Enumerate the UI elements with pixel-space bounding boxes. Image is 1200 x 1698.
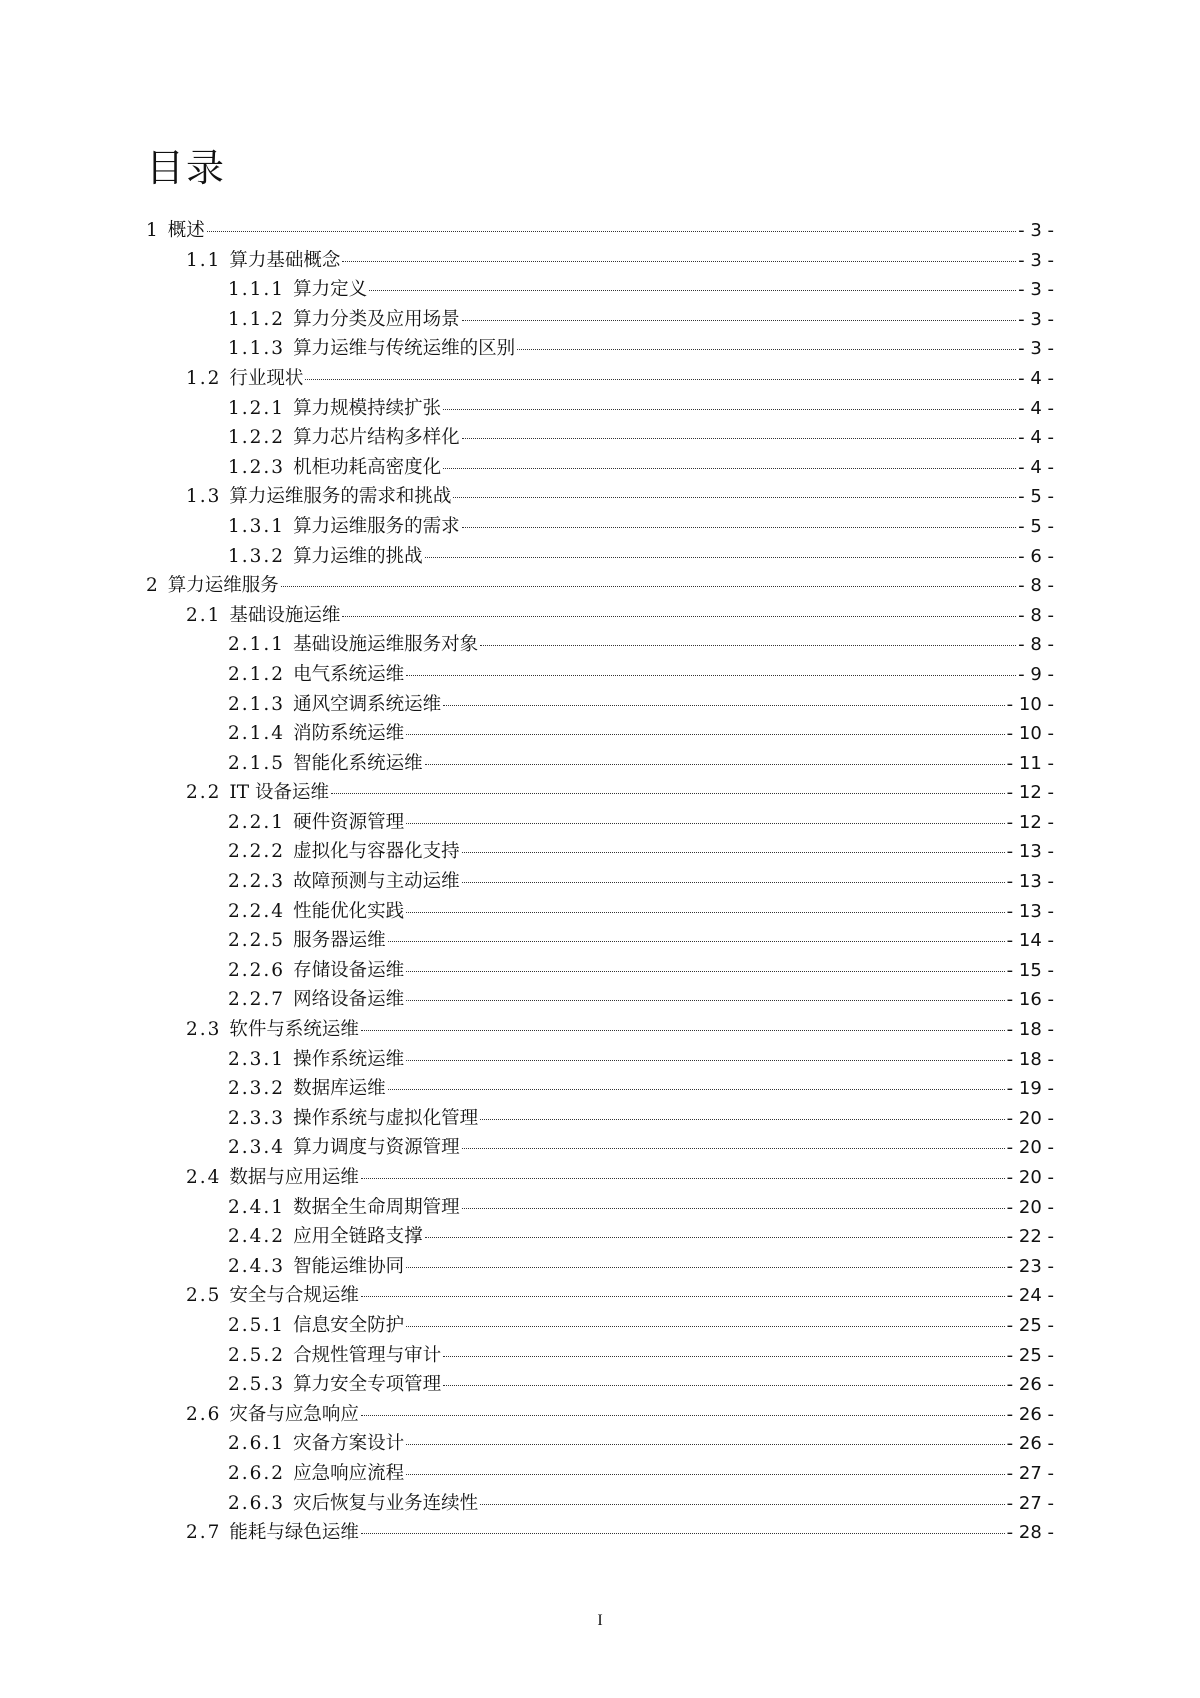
dot-leader [462,320,1017,321]
toc-entry[interactable] [146,660,1054,690]
toc-entry-number: 2.6.1 [228,1433,286,1455]
toc-entry-label: 电气系统运维 [293,663,405,685]
toc-entry[interactable] [146,1015,1054,1045]
toc-entry-page-number: - 18 - [1006,1019,1054,1041]
dot-leader [480,645,1016,646]
toc-entry-label: 基础设施运维服务对象 [293,634,479,656]
toc-entry-label: 基础设施运维 [229,604,341,626]
dot-leader [443,705,1005,706]
toc-entry[interactable] [146,897,1054,927]
toc-entry-page-number: - 10 - [1006,723,1054,745]
dot-leader [281,586,1016,587]
toc-entry-label: 能耗与绿色运维 [229,1522,359,1544]
toc-entry-label: 行业现状 [229,367,304,389]
toc-entry-label: 灾后恢复与业务连续性 [293,1492,479,1514]
toc-entry-page-number: - 8 - [1018,634,1054,656]
dot-leader [453,497,1016,498]
toc-entry-number: 2.6.2 [228,1462,286,1484]
toc-entry-number: 2.2.6 [228,959,286,981]
toc-entry-number: 2.2 [186,782,222,804]
dot-leader [331,793,1005,794]
toc-entry-label: 算力运维服务 [167,575,279,597]
toc-entry-number: 1.3 [186,486,222,508]
dot-leader [406,1060,1005,1061]
toc-entry-page-number: - 11 - [1006,752,1054,774]
toc-entry-label: 操作系统与虚拟化管理 [293,1107,479,1129]
toc-entry[interactable] [146,1311,1054,1341]
dot-leader [406,675,1016,676]
toc-entry[interactable] [146,246,1054,276]
toc-entry-label: 灾备与应急响应 [229,1403,359,1425]
toc-entry-label: 概述 [167,220,205,241]
dot-leader [361,1533,1005,1534]
toc-entry[interactable] [146,690,1054,720]
toc-entry-number: 2.5.3 [228,1374,286,1396]
toc-entry-page-number: - 26 - [1006,1374,1054,1396]
dot-leader [361,1178,1005,1179]
toc-entry-number: 2.5 [186,1285,222,1307]
toc-entry-label: 虚拟化与容器化支持 [293,841,460,863]
dot-leader [462,1208,1005,1209]
toc-entry-number: 2.2.3 [228,871,286,893]
toc-entry-page-number: - 16 - [1006,989,1054,1011]
dot-leader [406,823,1005,824]
toc-entry-number: 1.3.1 [228,515,286,537]
dot-leader [406,734,1005,735]
toc-entry-page-number: - 5 - [1018,486,1054,508]
dot-leader [388,1089,1005,1090]
dot-leader [406,912,1005,913]
toc-entry-label: 智能运维协同 [293,1255,405,1277]
toc-entry[interactable] [146,630,1054,660]
toc-entry-number: 2.3 [186,1019,222,1041]
dot-leader [517,349,1016,350]
toc-list [146,216,1054,1548]
dot-leader [462,527,1017,528]
toc-entry-label: 故障预测与主动运维 [293,871,460,893]
toc-entry-page-number: - 4 - [1018,427,1054,449]
toc-entry-label: 算力分类及应用场景 [293,308,460,330]
toc-entry-page-number: - 12 - [1006,782,1054,804]
toc-entry-label: 网络设备运维 [293,989,405,1011]
toc-entry-page-number: - 5 - [1018,515,1054,537]
toc-entry-label: 信息安全防护 [293,1314,405,1336]
toc-entry-page-number: - 28 - [1006,1522,1054,1544]
toc-entry-label: 应用全链路支撑 [293,1226,423,1248]
toc-entry-page-number: - 18 - [1006,1048,1054,1070]
toc-entry-page-number: - 3 - [1018,279,1054,301]
toc-entry-label: 性能优化实践 [293,900,405,922]
dot-leader [406,1474,1005,1475]
toc-entry-page-number: - 3 - [1018,220,1054,241]
toc-entry-label: 应急响应流程 [293,1462,405,1484]
dot-leader [462,438,1017,439]
toc-entry-label: 服务器运维 [293,930,386,952]
toc-entry-page-number: - 8 - [1018,575,1054,597]
toc-entry-number: 1.2.3 [228,456,286,478]
toc-entry-label: 机柜功耗高密度化 [293,456,442,478]
toc-entry-label: 灾备方案设计 [293,1433,405,1455]
toc-entry[interactable] [146,364,1054,394]
toc-entry-number: 2.3.2 [228,1078,286,1100]
toc-title: 目录 [146,146,227,190]
toc-entry[interactable] [146,778,1054,808]
toc-entry[interactable] [146,334,1054,364]
toc-entry-label: 数据库运维 [293,1078,386,1100]
toc-entry-number: 2 [146,575,160,597]
toc-entry[interactable] [146,1104,1054,1134]
toc-entry-number: 2.1.4 [228,723,286,745]
toc-entry-number: 1.3.2 [228,545,286,567]
toc-entry[interactable] [146,1489,1054,1519]
toc-entry-number: 2.1 [186,604,222,626]
dot-leader [425,557,1017,558]
toc-entry-page-number: - 24 - [1006,1285,1054,1307]
toc-entry-number: 2.5.2 [228,1344,286,1366]
toc-entry-page-number: - 3 - [1018,249,1054,271]
toc-entry-page-number: - 12 - [1006,811,1054,833]
toc-entry-label: 算力定义 [293,279,368,301]
toc-entry-label: 数据与应用运维 [229,1167,359,1188]
toc-entry-page-number: - 20 - [1006,1107,1054,1129]
toc-entry[interactable] [146,1518,1054,1548]
toc-entry-number: 2.2.7 [228,989,286,1011]
toc-entry-page-number: - 8 - [1018,604,1054,626]
dot-leader [406,1267,1005,1268]
toc-entry[interactable] [146,394,1054,424]
toc-entry-number: 2.5.1 [228,1314,286,1336]
toc-entry[interactable] [146,808,1054,838]
toc-entry-number: 1.2 [186,367,222,389]
toc-entry[interactable] [146,956,1054,986]
toc-entry-number: 2.6 [186,1403,222,1425]
toc-entry[interactable] [146,1133,1054,1163]
dot-leader [462,882,1005,883]
toc-entry-page-number: - 23 - [1006,1255,1054,1277]
dot-leader [369,290,1016,291]
toc-entry-number: 2.1.2 [228,663,286,685]
toc-entry-number: 1.1.1 [228,279,286,301]
toc-entry-page-number: - 13 - [1006,871,1054,893]
toc-entry-number: 2.6.3 [228,1492,286,1514]
toc-entry[interactable] [146,719,1054,749]
page-footer-number: I [597,1612,603,1629]
toc-entry[interactable] [146,482,1054,512]
toc-entry-number: 2.4 [186,1167,222,1188]
toc-entry[interactable] [146,275,1054,305]
toc-entry-page-number: - 19 - [1006,1078,1054,1100]
toc-entry-number: 1.2.2 [228,427,286,449]
toc-entry[interactable] [146,453,1054,483]
toc-entry-label: 算力芯片结构多样化 [293,427,460,449]
toc-entry-label: 安全与合规运维 [229,1285,359,1307]
dot-leader [406,1326,1005,1327]
toc-entry-number: 2.2.5 [228,930,286,952]
toc-entry-number: 2.1.5 [228,752,286,774]
toc-entry-label: 通风空调系统运维 [293,693,442,715]
toc-entry-label: 算力运维服务的需求和挑战 [229,486,452,508]
toc-entry-number: 2.1.1 [228,634,286,656]
toc-entry-number: 2.3.1 [228,1048,286,1070]
toc-entry-number: 2.3.3 [228,1107,286,1129]
toc-entry-number: 2.4.2 [228,1226,286,1248]
toc-entry[interactable] [146,1163,1054,1193]
toc-entry-page-number: - 27 - [1006,1492,1054,1514]
toc-entry[interactable] [146,1400,1054,1430]
toc-entry[interactable] [146,1459,1054,1489]
dot-leader [388,941,1005,942]
toc-entry[interactable] [146,985,1054,1015]
toc-entry-page-number: - 25 - [1006,1314,1054,1336]
dot-leader [443,1385,1005,1386]
toc-entry-label: 算力运维服务的需求 [293,515,460,537]
toc-entry-number: 1.2.1 [228,397,286,419]
toc-entry-number: 2.4.3 [228,1255,286,1277]
toc-entry[interactable] [146,571,1054,601]
dot-leader [443,409,1016,410]
dot-leader [361,1415,1005,1416]
toc-entry-label: 操作系统运维 [293,1048,405,1070]
toc-entry[interactable] [146,1429,1054,1459]
dot-leader [462,852,1005,853]
toc-entry-page-number: - 3 - [1018,308,1054,330]
toc-entry-page-number: - 4 - [1018,367,1054,389]
toc-entry-page-number: - 10 - [1006,693,1054,715]
toc-entry[interactable] [146,1252,1054,1282]
toc-entry-page-number: - 20 - [1006,1196,1054,1218]
toc-entry[interactable] [146,1222,1054,1252]
dot-leader [361,1030,1005,1031]
toc-entry-label: 存储设备运维 [293,959,405,981]
toc-entry[interactable] [146,1074,1054,1104]
toc-entry-page-number: - 26 - [1006,1403,1054,1425]
toc-entry-label: 算力基础概念 [229,249,341,271]
toc-entry-label: 算力调度与资源管理 [293,1137,460,1159]
dot-leader [462,1148,1005,1149]
toc-entry-number: 2.2.1 [228,811,286,833]
toc-entry-label: 消防系统运维 [293,723,405,745]
dot-leader [342,616,1016,617]
toc-entry-page-number: - 3 - [1018,338,1054,360]
toc-entry[interactable] [146,305,1054,335]
toc-entry-page-number: - 25 - [1006,1344,1054,1366]
dot-leader [425,1237,1005,1238]
toc-entry[interactable] [146,216,1054,246]
toc-entry-page-number: - 6 - [1018,545,1054,567]
toc-entry-number: 1.1.2 [228,308,286,330]
toc-entry-label: IT 设备运维 [229,782,329,804]
toc-entry-number: 2.3.4 [228,1137,286,1159]
toc-entry-page-number: - 27 - [1006,1462,1054,1484]
toc-entry-page-number: - 20 - [1006,1167,1054,1188]
dot-leader [361,1296,1005,1297]
toc-entry[interactable] [146,867,1054,897]
dot-leader [305,379,1016,380]
toc-entry-number: 2.2.2 [228,841,286,863]
toc-entry-page-number: - 20 - [1006,1137,1054,1159]
toc-entry[interactable] [146,542,1054,572]
toc-entry-label: 软件与系统运维 [229,1019,359,1041]
toc-entry-label: 算力运维的挑战 [293,545,423,567]
dot-leader [207,231,1016,232]
dot-leader [406,971,1005,972]
toc-entry-label: 智能化系统运维 [293,752,423,774]
toc-entry-page-number: - 4 - [1018,397,1054,419]
toc-entry[interactable] [146,1193,1054,1223]
toc-entry[interactable] [146,926,1054,956]
toc-entry-number: 1.1.3 [228,338,286,360]
toc-entry-page-number: - 4 - [1018,456,1054,478]
toc-entry[interactable] [146,601,1054,631]
toc-entry-number: 1 [146,220,160,241]
toc-entry-page-number: - 13 - [1006,841,1054,863]
toc-entry-number: 1.1 [186,249,222,271]
dot-leader [406,1444,1005,1445]
toc-entry-number: 2.2.4 [228,900,286,922]
toc-entry[interactable] [146,749,1054,779]
dot-leader [406,1000,1005,1001]
dot-leader [480,1119,1005,1120]
toc-entry-page-number: - 22 - [1006,1226,1054,1248]
toc-entry-page-number: - 15 - [1006,959,1054,981]
toc-entry[interactable] [146,1370,1054,1400]
toc-entry-page-number: - 26 - [1006,1433,1054,1455]
toc-entry-number: 2.7 [186,1522,222,1544]
toc-entry-label: 数据全生命周期管理 [293,1196,460,1218]
toc-entry[interactable] [146,512,1054,542]
toc-entry-number: 2.4.1 [228,1196,286,1218]
toc-entry-page-number: - 9 - [1018,663,1054,685]
toc-entry-label: 合规性管理与审计 [293,1344,442,1366]
toc-entry[interactable] [146,837,1054,867]
toc-entry-label: 算力运维与传统运维的区别 [293,338,516,360]
toc-entry[interactable] [146,423,1054,453]
dot-leader [480,1504,1005,1505]
toc-entry[interactable] [146,1341,1054,1371]
toc-entry-number: 2.1.3 [228,693,286,715]
toc-entry-label: 硬件资源管理 [293,811,405,833]
toc-entry-label: 算力安全专项管理 [293,1374,442,1396]
toc-entry-label: 算力规模持续扩张 [293,397,442,419]
toc-entry-page-number: - 14 - [1006,930,1054,952]
dot-leader [425,764,1005,765]
dot-leader [443,1356,1005,1357]
toc-entry-page-number: - 13 - [1006,900,1054,922]
dot-leader [342,261,1016,262]
toc-entry[interactable] [146,1281,1054,1311]
toc-entry[interactable] [146,1045,1054,1075]
dot-leader [443,468,1016,469]
